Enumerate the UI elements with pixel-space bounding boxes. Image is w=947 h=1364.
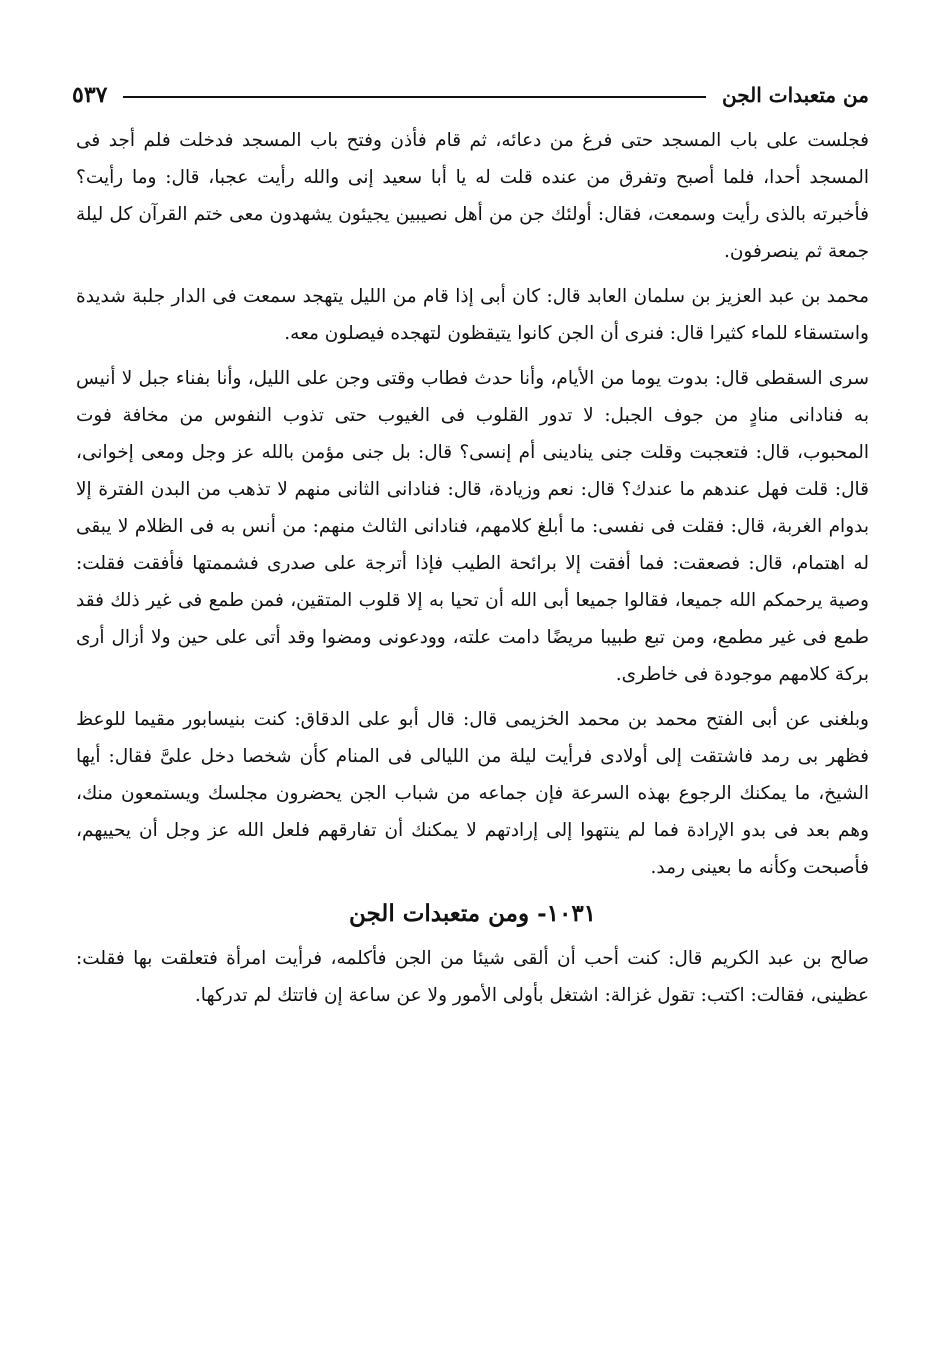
paragraph: وبلغنى عن أبى الفتح محمد بن محمد الخزيمى قال: قال أبو على الدقاق: كنت بنيسابور مقيما للوعظ فظهر بى رمد فاشتقت إلى أولادى فرأيت ليلة من الليالى فى المنام كأن شخصا دخل علىَّ فقال: أيها الشيخ، ما يمكنك الرجوع بهذه السرعة فإن جماعه من شباب الجن يحضرون مجلسك ويستمعون منك، وهم بعد فى بدو الإرادة فما لم ينتهوا إلى إرادتهم لا يمكنك أن تفارقهم فلعل الله عز وجل أن يحييهم، فأصبحت وكأنه ما بعينى رمد. [76,709,869,878]
header-rule [123,96,706,98]
paragraph: فجلست على باب المسجد حتى فرغ من دعائه، ثم قام فأذن وفتح باب المسجد فدخلت فلم أجد فى المسجد أحدا، فلما أصبح وتفرق من عنده قلت له يا أبا سعيد إنى والله رأيت عجبا، قال: وما رأيت؟ فأخبرته بالذى رأيت وسمعت، فقال: أولئك جن من أهل نصيبين يجيئون يشهدون معى ختم القرآن كل ليلة جمعة ثم ينصرفون. [76,130,869,262]
page-number: ٥٣٧ [72,82,108,108]
paragraph: محمد بن عبد العزيز بن سلمان العابد قال: كان أبى إذا قام من الليل يتهجد سمعت فى الدار جلبة شديدة واستسقاء للماء كثيرا قال: فنرى أن الجن كانوا يتيقظون لتهجده فيصلون معه. [76,286,869,344]
running-title: من متعبدات الجن [722,83,869,107]
paragraph: سرى السقطى قال: بدوت يوما من الأيام، وأنا حدث فطاب وقتى وجن على الليل، وأنا بفناء جبل لا أنيس به فنادانى منادٍ من جوف الجبل: لا تدور القلوب فى الغيوب حتى تذوب النفوس من مخافة فوت المحبوب، قال: فتعجبت وقلت جنى ينادينى أم إنسى؟ قال: بل جنى مؤمن بالله عز وجل ومعى إخوانى، قال: قلت فهل عندهم ما عندك؟ قال: نعم وزيادة، قال: فنادانى الثانى منهم لا تذهب من البدن الفترة إلا بدوام الغربة، قال: فقلت فى نفسى: ما أبلغ كلامهم، فنادانى الثالث منهم: من أنس به فى الظلام لا يبقى له اهتمام، قال: فصعقت: فما أفقت إلا برائحة الطيب فإذا أترجة على صدرى فشممتها فأفقت فقلت: وصية يرحمكم الله جميعا، فقالوا جميعا أبى الله أن تحيا به إلا قلوب المتقين، فمن طمع فى غير ذلك فقد طمع فى غير مطمع، ومن تبع طبيبا مريضًا دامت علته، وودعونى ومضوا وقد أتى على حين ولا أزال أرى بركة كلامهم موجودة فى خاطرى. [76,368,869,685]
page-body [76,122,869,1022]
section-heading: ١٠٣١- ومن متعبدات الجن [348,900,597,927]
section-paragraph: صالح بن عبد الكريم قال: كنت أحب أن ألقى شيئا من الجن فأكلمه، فرأيت امرأة فتعلقت بها فقلت: عظينى، فقالت: اكتب: تقول غزالة: اشتغل بأولى الأمور ولا عن ساعة إن فاتتك لم تدركها. [76,948,869,1006]
page-header [72,78,869,112]
